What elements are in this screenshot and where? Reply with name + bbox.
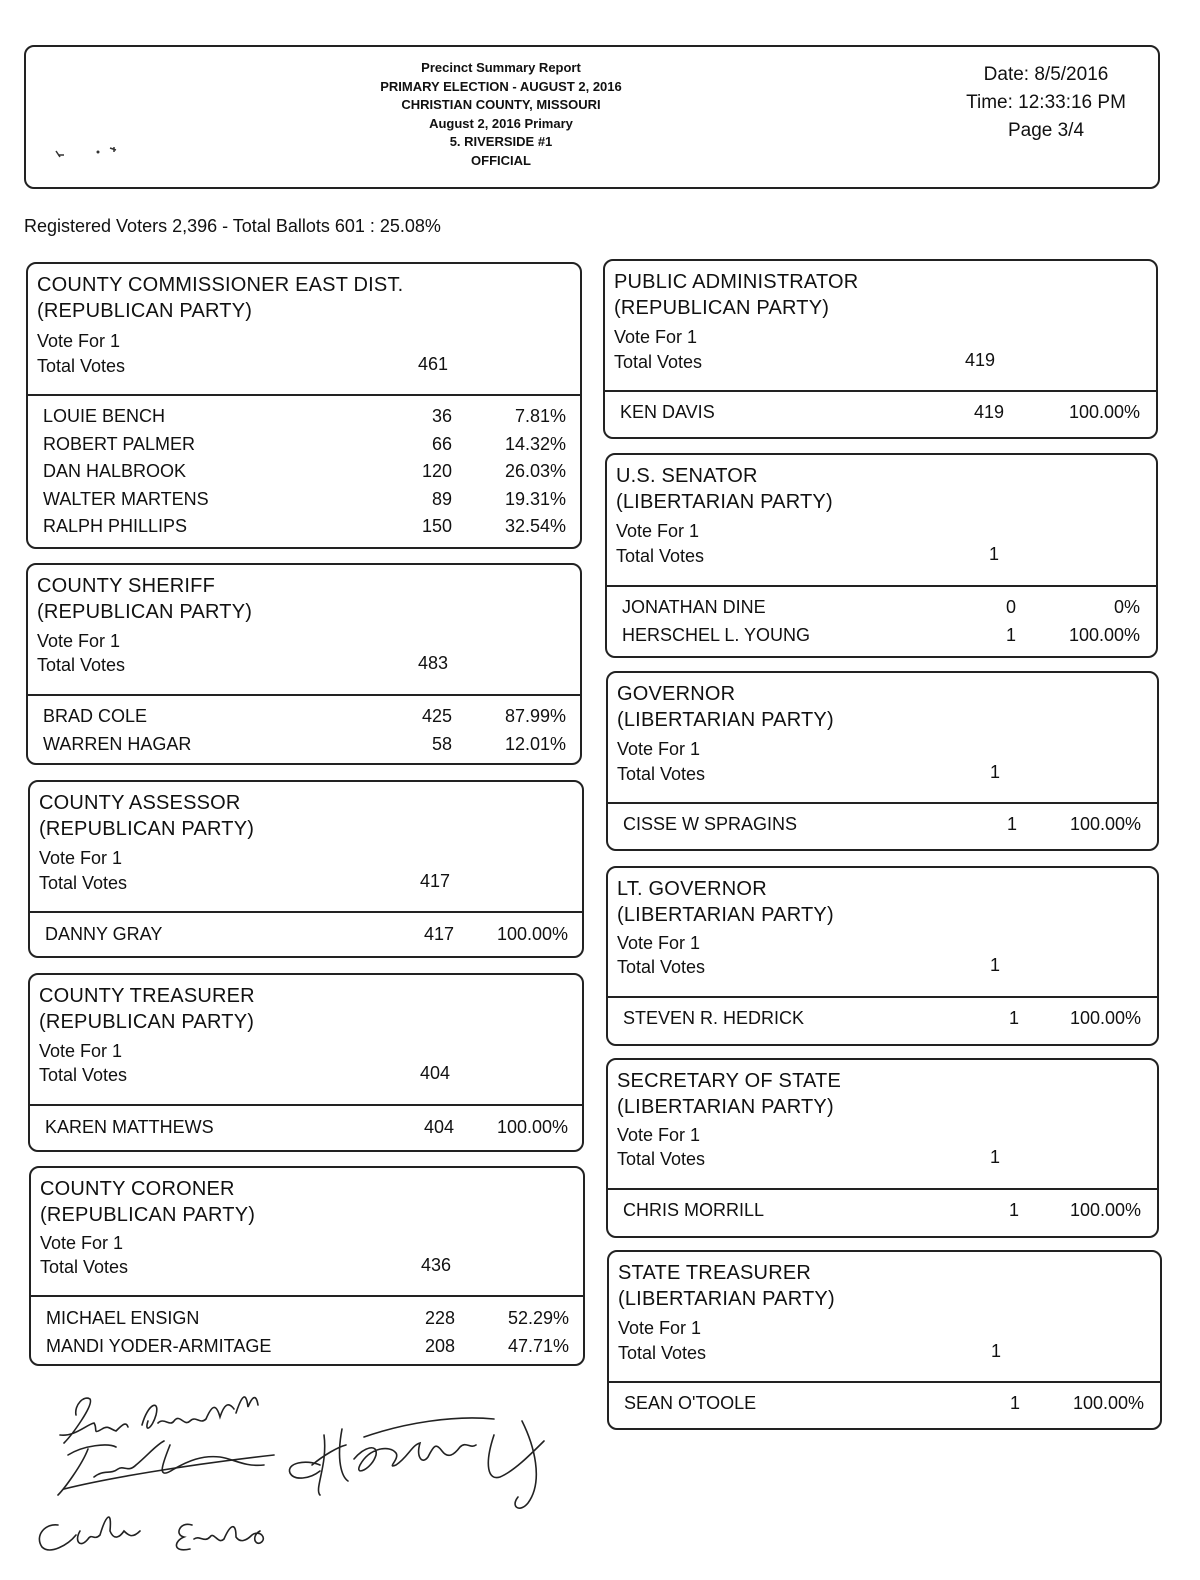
race-divider (30, 911, 582, 913)
total-votes-label: Total Votes (617, 957, 706, 977)
vote-for-label: Vote For 1 (618, 1318, 702, 1338)
candidate-name: CHRIS MORRILL (623, 1200, 765, 1220)
candidate-row (30, 1117, 582, 1144)
candidate-name: WALTER MARTENS (43, 488, 209, 509)
race-title (605, 261, 1156, 321)
report-title-line: CHRISTIAN COUNTY, MISSOURI (401, 97, 601, 112)
total-votes-label: Total Votes (37, 655, 126, 675)
candidate-row (28, 489, 580, 516)
candidate-row (608, 1008, 1157, 1035)
report-title-line: 5. RIVERSIDE #1 (449, 134, 553, 149)
total-votes-value: 1 (989, 762, 1000, 782)
scan-marks (54, 139, 134, 169)
race-party: (REPUBLICAN PARTY) (37, 300, 253, 322)
race-divider (605, 390, 1156, 392)
race-party: (LIBERTARIAN PARTY) (616, 491, 833, 513)
candidate-name: RALPH PHILLIPS (43, 516, 188, 536)
candidate-row (607, 597, 1156, 624)
race-divider (609, 1381, 1160, 1383)
race-party: (LIBERTARIAN PARTY) (617, 1096, 834, 1118)
candidate-percent: 100.00% (1069, 1200, 1141, 1220)
candidate-percent: 100.00% (496, 1117, 568, 1137)
candidate-name: SEAN O'TOOLE (624, 1393, 757, 1413)
report-page: Page 3/4 (1007, 120, 1085, 141)
candidate-percent: 100.00% (1069, 814, 1141, 834)
candidate-percent: 14.32% (504, 433, 566, 454)
total-votes-label: Total Votes (617, 1149, 706, 1169)
candidate-percent: 47.71% (507, 1335, 569, 1356)
candidate-row (28, 461, 580, 488)
race-title (608, 868, 1157, 928)
candidate-name: LOUIE BENCH (43, 406, 166, 426)
signatures (24, 1385, 584, 1570)
candidate-percent: 100.00% (1068, 402, 1140, 422)
candidate-name: KEN DAVIS (620, 402, 715, 422)
candidate-row (607, 625, 1156, 652)
vote-for-label: Vote For 1 (40, 1233, 124, 1253)
race-divider (28, 394, 580, 396)
candidate-votes: 419 (973, 402, 1004, 422)
candidate-votes: 1 (1008, 1200, 1019, 1220)
report-time: Time: 12:33:16 PM (966, 92, 1126, 113)
race-title (607, 455, 1156, 515)
total-votes-value: 483 (417, 653, 448, 673)
race-divider (608, 996, 1157, 998)
race-party: (LIBERTARIAN PARTY) (618, 1288, 835, 1310)
total-votes-value: 1 (989, 1147, 1000, 1167)
race-box (605, 453, 1158, 658)
candidate-votes: 417 (423, 924, 454, 944)
race-divider (608, 802, 1157, 804)
total-votes-value: 461 (417, 354, 448, 374)
total-votes-label: Total Votes (617, 764, 706, 784)
candidate-votes: 120 (421, 461, 452, 481)
candidate-percent: 32.54% (504, 516, 566, 536)
candidate-name: MICHAEL ENSIGN (46, 1308, 200, 1328)
total-votes-value: 436 (420, 1255, 451, 1275)
race-title (608, 1060, 1157, 1120)
candidate-percent: 0% (1113, 597, 1140, 617)
candidate-percent: 100.00% (1072, 1393, 1144, 1413)
candidate-votes: 1 (1009, 1393, 1020, 1413)
candidate-votes: 425 (421, 706, 452, 726)
race-office: COUNTY SHERIFF (37, 575, 215, 597)
candidate-row (608, 814, 1157, 841)
candidate-votes: 0 (1005, 597, 1016, 617)
race-box (606, 671, 1159, 851)
candidate-row (30, 924, 582, 951)
race-office: U.S. SENATOR (616, 465, 758, 487)
candidate-votes: 1 (1008, 1008, 1019, 1028)
race-title (30, 975, 582, 1035)
candidate-row (28, 434, 580, 461)
total-votes-label: Total Votes (614, 352, 703, 372)
candidate-percent: 100.00% (1068, 624, 1140, 645)
candidate-votes: 58 (431, 733, 452, 754)
candidate-name: HERSCHEL L. YOUNG (622, 624, 811, 645)
race-divider (608, 1188, 1157, 1190)
candidate-row (31, 1336, 583, 1363)
report-title-line: Precinct Summary Report (421, 60, 581, 75)
candidate-name: ROBERT PALMER (43, 433, 196, 454)
race-office: COUNTY TREASURER (39, 985, 255, 1007)
candidate-percent: 7.81% (514, 406, 566, 426)
vote-for-label: Vote For 1 (614, 327, 698, 347)
candidate-votes: 1 (1005, 624, 1016, 645)
candidate-percent: 100.00% (1069, 1008, 1141, 1028)
candidate-row (608, 1200, 1157, 1227)
report-title-line: August 2, 2016 Primary (429, 115, 573, 131)
report-meta (946, 61, 1146, 145)
candidate-percent: 12.01% (504, 733, 566, 754)
race-office: COUNTY COMMISSIONER EAST DIST. (37, 274, 404, 296)
candidate-name: MANDI YODER-ARMITAGE (46, 1335, 272, 1356)
candidate-votes: 89 (431, 488, 452, 509)
vote-for-label: Vote For 1 (37, 631, 121, 651)
race-box (26, 262, 582, 549)
race-office: GOVERNOR (617, 683, 736, 705)
race-box (607, 1250, 1162, 1430)
candidate-percent: 87.99% (504, 706, 566, 726)
vote-for-label: Vote For 1 (37, 331, 121, 351)
race-box (29, 1166, 585, 1366)
total-votes-value: 419 (964, 350, 995, 370)
race-party: (REPUBLICAN PARTY) (39, 1011, 255, 1033)
race-party: (LIBERTARIAN PARTY) (617, 904, 834, 926)
race-office: PUBLIC ADMINISTRATOR (614, 271, 859, 293)
candidate-votes: 228 (424, 1308, 455, 1328)
report-header (24, 45, 1160, 189)
candidate-votes: 208 (424, 1335, 455, 1356)
race-box (28, 973, 584, 1152)
candidate-name: KAREN MATTHEWS (45, 1117, 214, 1137)
total-votes-value: 417 (419, 871, 450, 891)
candidate-row (605, 402, 1156, 429)
race-party: (REPUBLICAN PARTY) (614, 297, 830, 319)
race-title (31, 1168, 583, 1228)
vote-for-label: Vote For 1 (617, 739, 701, 759)
candidate-votes: 150 (421, 516, 452, 536)
race-divider (30, 1104, 582, 1106)
report-date: Date: 8/5/2016 (983, 64, 1109, 85)
race-title (609, 1252, 1160, 1312)
total-votes-value: 1 (990, 1341, 1001, 1361)
candidate-percent: 26.03% (504, 461, 566, 481)
race-office: COUNTY CORONER (40, 1178, 235, 1200)
candidate-name: STEVEN R. HEDRICK (623, 1008, 805, 1028)
vote-for-label: Vote For 1 (616, 521, 700, 541)
total-votes-label: Total Votes (37, 356, 126, 376)
candidate-votes: 404 (423, 1117, 454, 1137)
candidate-percent: 52.29% (507, 1308, 569, 1328)
total-votes-value: 1 (989, 955, 1000, 975)
total-votes-value: 1 (988, 544, 999, 564)
race-title (608, 673, 1157, 733)
race-divider (31, 1295, 583, 1297)
race-party: (REPUBLICAN PARTY) (39, 818, 255, 840)
total-votes-label: Total Votes (39, 1065, 128, 1085)
total-votes-label: Total Votes (618, 1343, 707, 1363)
candidate-name: BRAD COLE (43, 706, 148, 726)
total-votes-label: Total Votes (616, 546, 705, 566)
candidate-name: DANNY GRAY (45, 924, 163, 944)
race-office: SECRETARY OF STATE (617, 1070, 842, 1092)
race-office: COUNTY ASSESSOR (39, 792, 241, 814)
race-box (606, 1058, 1159, 1238)
vote-for-label: Vote For 1 (617, 933, 701, 953)
race-title (30, 782, 582, 842)
race-title (28, 565, 580, 625)
race-title (28, 264, 580, 324)
report-title-line: PRIMARY ELECTION - AUGUST 2, 2016 (380, 78, 622, 94)
race-box (26, 563, 582, 765)
report-title-line: OFFICIAL (471, 152, 531, 168)
race-box (606, 866, 1159, 1046)
candidate-votes: 1 (1006, 814, 1017, 834)
race-party: (LIBERTARIAN PARTY) (617, 709, 834, 731)
race-party: (REPUBLICAN PARTY) (40, 1204, 256, 1226)
candidate-row (28, 406, 580, 433)
candidate-votes: 36 (431, 406, 452, 426)
total-votes-value: 404 (419, 1063, 450, 1083)
candidate-name: JONATHAN DINE (622, 597, 766, 617)
total-votes-label: Total Votes (39, 873, 128, 893)
race-office: LT. GOVERNOR (617, 878, 767, 900)
candidate-name: DAN HALBROOK (43, 461, 187, 481)
candidate-row (28, 734, 580, 761)
candidate-row (609, 1393, 1160, 1420)
race-divider (607, 585, 1156, 587)
candidate-votes: 66 (431, 433, 452, 454)
candidate-row (28, 706, 580, 733)
candidate-name: WARREN HAGAR (43, 733, 192, 754)
candidate-name: CISSE W SPRAGINS (623, 814, 798, 834)
race-box (28, 780, 584, 958)
vote-for-label: Vote For 1 (39, 848, 123, 868)
candidate-percent: 19.31% (504, 488, 566, 509)
race-party: (REPUBLICAN PARTY) (37, 601, 253, 623)
candidate-row (31, 1308, 583, 1335)
candidate-percent: 100.00% (496, 924, 568, 944)
race-office: STATE TREASURER (618, 1262, 812, 1284)
report-title-block (326, 59, 676, 170)
race-box (603, 259, 1158, 439)
candidate-row (28, 516, 580, 543)
total-votes-label: Total Votes (40, 1257, 129, 1277)
registered-voters-line: Registered Voters 2,396 - Total Ballots 601 : 25.08% (24, 216, 441, 236)
vote-for-label: Vote For 1 (39, 1041, 123, 1061)
vote-for-label: Vote For 1 (617, 1125, 701, 1145)
race-divider (28, 694, 580, 696)
